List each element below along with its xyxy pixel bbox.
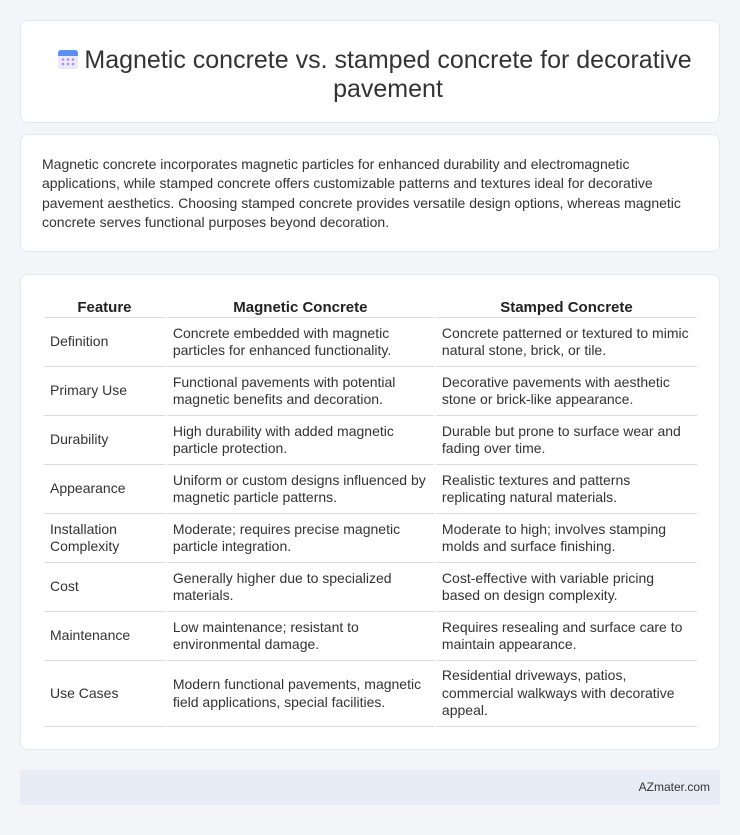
- table-header-row: [44, 296, 697, 318]
- header-stamped: Stamped Concrete: [436, 296, 697, 318]
- feature-cell: Maintenance: [44, 612, 165, 661]
- magnetic-cell: Moderate; requires precise magnetic particle integration.: [167, 514, 434, 563]
- stamped-cell: Decorative pavements with aesthetic stone or brick-like appearance.: [436, 367, 697, 416]
- title-card: [20, 20, 720, 123]
- comparison-table-card: [20, 274, 720, 750]
- comparison-table: [42, 296, 699, 727]
- table-row: [44, 612, 697, 661]
- table-row: [44, 514, 697, 563]
- table-row: [44, 563, 697, 612]
- stamped-cell: Realistic textures and patterns replicating natural materials.: [436, 465, 697, 514]
- feature-cell: Installation Complexity: [44, 514, 165, 563]
- table-row: [44, 318, 697, 367]
- magnetic-cell: Low maintenance; resistant to environmental damage.: [167, 612, 434, 661]
- magnetic-cell: Generally higher due to specialized materials.: [167, 563, 434, 612]
- page-title: Magnetic concrete vs. stamped concrete for decorative pavement: [84, 46, 692, 103]
- feature-cell: Cost: [44, 563, 165, 612]
- stamped-cell: Concrete patterned or textured to mimic natural stone, brick, or tile.: [436, 318, 697, 367]
- magnetic-cell: Modern functional pavements, magnetic field applications, special facilities.: [167, 661, 434, 727]
- feature-cell: Primary Use: [44, 367, 165, 416]
- feature-cell: Definition: [44, 318, 165, 367]
- summary-text: Magnetic concrete incorporates magnetic particles for enhanced durability and electromagnetic applications, while stamped concrete offers customizable patterns and textures ideal for decorative pavement aesthetics. Choosing stamped concrete provides versatile design options, whereas magnetic concrete serves functional purposes beyond decoration.: [42, 156, 681, 230]
- magnetic-cell: Concrete embedded with magnetic particles for enhanced functionality.: [167, 318, 434, 367]
- table-row: [44, 661, 697, 727]
- table-row: [44, 465, 697, 514]
- feature-cell: Durability: [44, 416, 165, 465]
- stamped-cell: Residential driveways, patios, commercial walkways with decorative appeal.: [436, 661, 697, 727]
- stamped-cell: Durable but prone to surface wear and fading over time.: [436, 416, 697, 465]
- footer-bar: [20, 770, 720, 805]
- table-row: [44, 416, 697, 465]
- header-magnetic: Magnetic Concrete: [167, 296, 434, 318]
- magnetic-cell: Functional pavements with potential magnetic benefits and decoration.: [167, 367, 434, 416]
- stamped-cell: Cost-effective with variable pricing based on design complexity.: [436, 563, 697, 612]
- magnetic-cell: High durability with added magnetic particle protection.: [167, 416, 434, 465]
- table-row: [44, 367, 697, 416]
- magnetic-cell: Uniform or custom designs influenced by magnetic particle patterns.: [167, 465, 434, 514]
- stamped-cell: Moderate to high; involves stamping molds and surface finishing.: [436, 514, 697, 563]
- summary-card: [20, 134, 720, 252]
- footer-site-link[interactable]: AZmater.com: [638, 780, 710, 794]
- feature-cell: Use Cases: [44, 661, 165, 727]
- header-feature: Feature: [44, 296, 165, 318]
- stamped-cell: Requires resealing and surface care to maintain appearance.: [436, 612, 697, 661]
- feature-cell: Appearance: [44, 465, 165, 514]
